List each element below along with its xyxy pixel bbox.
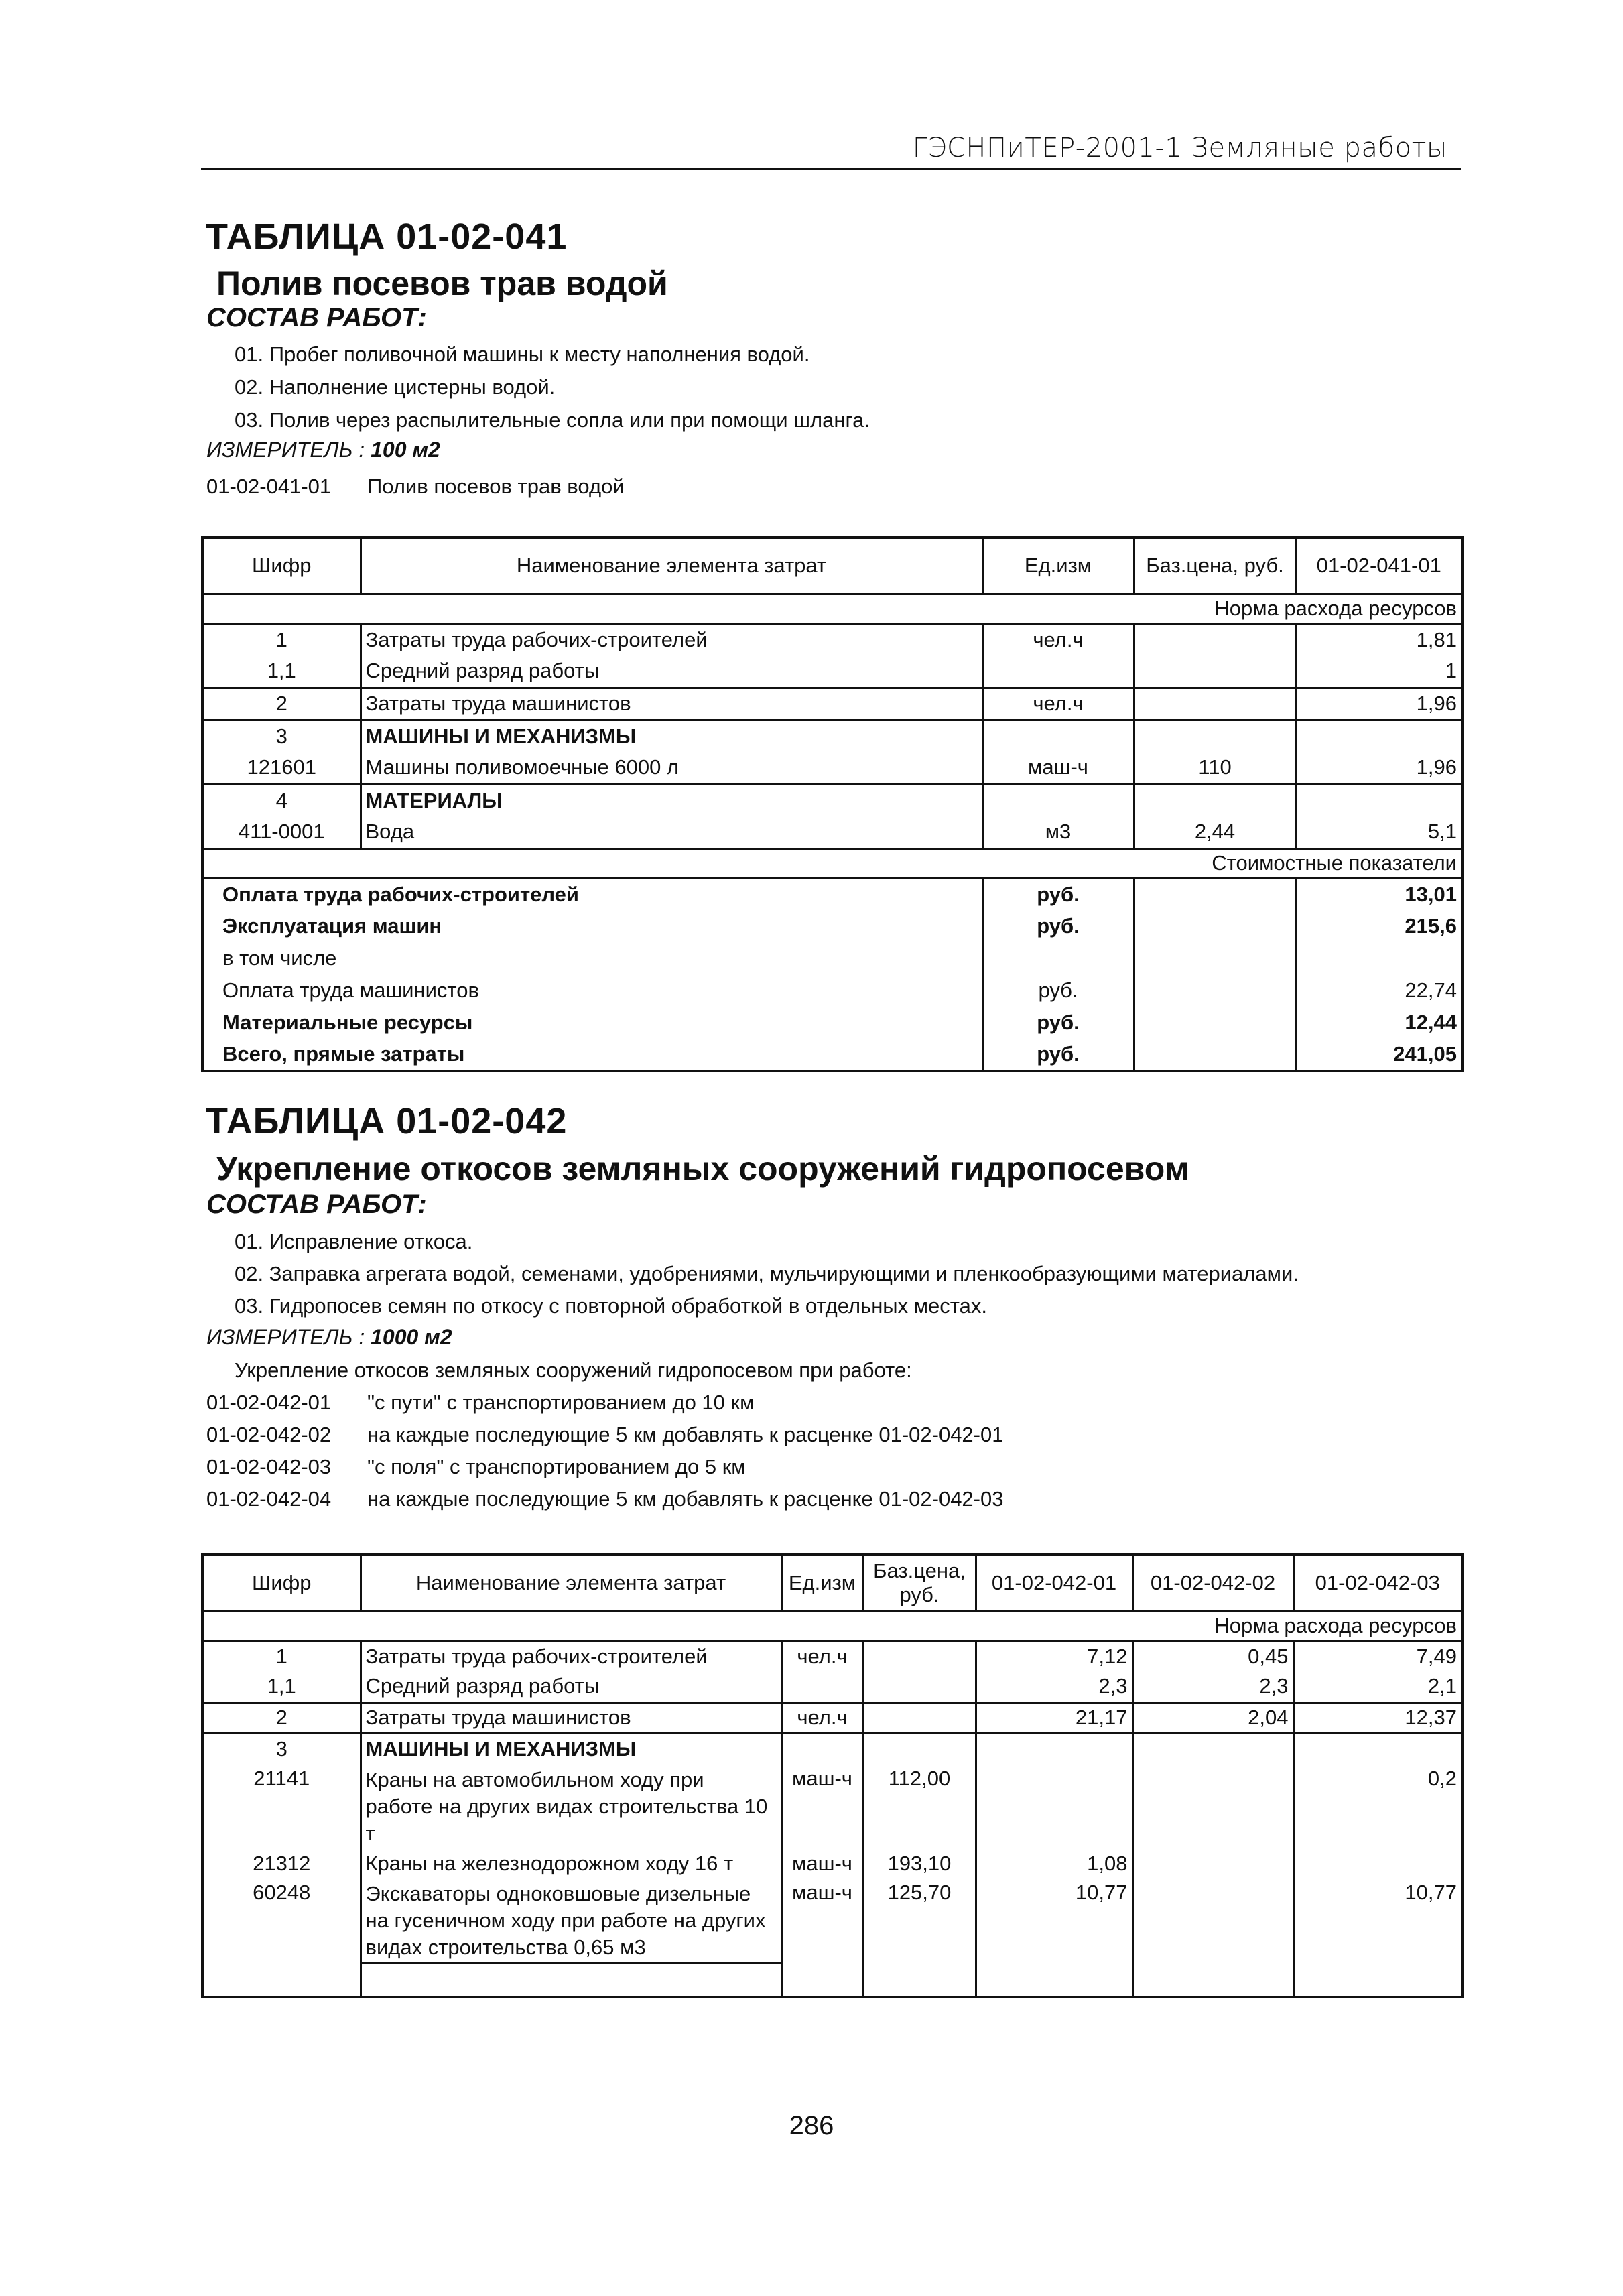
row-unit: маш-ч <box>781 1879 863 1962</box>
row-unit <box>982 720 1134 752</box>
table2-header-unit: Ед.изм <box>781 1555 863 1611</box>
cost-value: 12,44 <box>1405 1011 1457 1034</box>
row-code: 60248 <box>202 1879 361 1962</box>
row-name: Краны на железнодорожном ходу 16 т <box>361 1848 781 1879</box>
table-row-blank <box>202 1962 1462 1997</box>
cost-name: Материальные ресурсы <box>202 1007 982 1039</box>
row-unit: чел.ч <box>982 623 1134 655</box>
table2-header-row <box>202 1555 1462 1611</box>
row-code: 21312 <box>202 1848 361 1879</box>
cost-row <box>202 1039 1462 1071</box>
row-name: Затраты труда машинистов <box>361 688 982 720</box>
row-name: Экскаваторы одноковшовые дизельные на гусеничном ходу при работе на других видах строительства 0,65 м3 <box>361 1879 781 1962</box>
row-value-3: 2,1 <box>1293 1671 1462 1702</box>
cost-empty <box>1134 974 1296 1007</box>
cost-name: Оплата труда машинистов <box>202 974 982 1007</box>
cost-value: 215,6 <box>1405 914 1457 938</box>
row-price <box>1134 688 1296 720</box>
table1-header-price: Баз.цена, руб. <box>1134 537 1296 594</box>
table1-meter-value: 100 м2 <box>371 438 440 462</box>
row-unit: маш-ч <box>781 1764 863 1848</box>
row-value-2: 2,04 <box>1132 1702 1293 1733</box>
row-code: 3 <box>202 1733 361 1764</box>
table1-header-unit: Ед.изм <box>982 537 1134 594</box>
row-unit: чел.ч <box>781 1702 863 1733</box>
row-price <box>863 1733 976 1764</box>
table2-subtitle: Укрепление откосов земляных сооружений гидропосевом <box>216 1150 1189 1188</box>
row-code: 2 <box>202 688 361 720</box>
table-row <box>202 1641 1462 1671</box>
row-name: Средний разряд работы <box>361 1671 781 1702</box>
row-price: 2,44 <box>1134 816 1296 848</box>
cost-row <box>202 910 1462 942</box>
row-name: Затраты труда машинистов <box>361 1702 781 1733</box>
table2-header-price <box>863 1555 976 1611</box>
row-price <box>863 1671 976 1702</box>
cost-empty <box>1134 1007 1296 1039</box>
table-row <box>202 1879 1462 1962</box>
table2-meter-label: ИЗМЕРИТЕЛЬ : <box>206 1325 365 1349</box>
table1-meter <box>206 438 440 462</box>
row-value <box>1296 720 1462 752</box>
row-unit <box>781 1733 863 1764</box>
table1-meter-label: ИЗМЕРИТЕЛЬ : <box>206 438 365 462</box>
table2-meter <box>206 1325 452 1350</box>
table1-work-item: 03. Полив через распылительные сопла или при помощи шланга. <box>235 408 870 432</box>
row-price: 193,10 <box>863 1848 976 1879</box>
row-code: 1,1 <box>202 655 361 688</box>
header-rule <box>201 168 1461 170</box>
cost-unit: руб. <box>982 910 1134 942</box>
row-unit <box>781 1671 863 1702</box>
table1-code-id: 01-02-041-01 <box>206 474 332 498</box>
table2-grid <box>201 1553 1464 1998</box>
table1-grid <box>201 536 1464 1072</box>
running-header: ГЭСНПиТЕР-2001-1 Земляные работы <box>912 133 1447 164</box>
table2-norm-row <box>202 1611 1462 1641</box>
row-value-3: 10,77 <box>1405 1880 1457 1904</box>
row-name: Машины поливомоечные 6000 л <box>361 752 982 784</box>
row-unit: м3 <box>982 816 1134 848</box>
row-value-1 <box>976 1764 1132 1848</box>
row-code: 1 <box>202 1641 361 1671</box>
table2-code-desc: "с поля" с транспортированием до 5 км <box>367 1455 746 1478</box>
cost-row <box>202 1007 1462 1039</box>
table2-code-id: 01-02-042-03 <box>206 1455 332 1478</box>
row-code: 4 <box>202 784 361 816</box>
table2-title: ТАБЛИЦА 01-02-042 <box>206 1101 568 1141</box>
cost-value: 13,01 <box>1405 882 1457 906</box>
table1-title: ТАБЛИЦА 01-02-041 <box>206 216 568 257</box>
row-value-1: 1,08 <box>976 1848 1132 1879</box>
row-price: 125,70 <box>863 1879 976 1962</box>
row-unit <box>982 655 1134 688</box>
row-name: МАТЕРИАЛЫ <box>361 784 982 816</box>
row-unit: маш-ч <box>982 752 1134 784</box>
table2-header-col2: 01-02-042-02 <box>1132 1555 1293 1611</box>
table2-intro: Укрепление откосов земляных сооружений гидропосевом при работе: <box>235 1358 912 1382</box>
row-code: 411-0001 <box>202 816 361 848</box>
row-value-3: 7,49 <box>1293 1641 1462 1671</box>
row-price <box>1134 784 1296 816</box>
cost-name: Оплата труда рабочих-строителей <box>202 878 982 910</box>
table2-norm-label: Норма расхода ресурсов <box>202 1611 1462 1641</box>
row-price <box>1134 720 1296 752</box>
table-row <box>202 1733 1462 1764</box>
cost-empty <box>1134 910 1296 942</box>
row-code: 121601 <box>202 752 361 784</box>
table1-header-name: Наименование элемента затрат <box>361 537 982 594</box>
row-value: 5,1 <box>1296 816 1462 848</box>
row-unit: чел.ч <box>781 1641 863 1671</box>
table2-work-item: 03. Гидропосев семян по откосу с повторной обработкой в отдельных местах. <box>235 1294 987 1318</box>
cost-unit: руб. <box>982 1039 1134 1071</box>
table2-code-desc: на каждые последующие 5 км добавлять к расценке 01-02-042-03 <box>367 1487 1004 1511</box>
cost-value <box>1296 942 1462 974</box>
row-value-1 <box>976 1733 1132 1764</box>
table2-code-id: 01-02-042-02 <box>206 1423 332 1446</box>
row-price <box>863 1702 976 1733</box>
row-value-3: 0,2 <box>1427 1767 1457 1790</box>
table1-header-row <box>202 537 1462 594</box>
table2-header-code: Шифр <box>202 1555 361 1611</box>
cost-empty <box>1134 942 1296 974</box>
row-value: 1,96 <box>1296 688 1462 720</box>
table1-code-desc: Полив посевов трав водой <box>367 474 625 498</box>
table-row <box>202 720 1462 752</box>
row-unit: чел.ч <box>982 688 1134 720</box>
row-name: МАШИНЫ И МЕХАНИЗМЫ <box>361 720 982 752</box>
table1-subtitle: Полив посевов трав водой <box>216 265 668 302</box>
cost-unit: руб. <box>982 878 1134 910</box>
cost-unit <box>982 942 1134 974</box>
cost-name: Эксплуатация машин <box>202 910 982 942</box>
cost-unit: руб. <box>982 1007 1134 1039</box>
table1-norm-label: Норма расхода ресурсов <box>202 594 1462 623</box>
cost-name: Всего, прямые затраты <box>202 1039 982 1071</box>
row-value-1: 21,17 <box>976 1702 1132 1733</box>
table-row <box>202 752 1462 784</box>
table2-code-desc: "с пути" с транспортированием до 10 км <box>367 1391 755 1414</box>
table1-work-item: 01. Пробег поливочной машины к месту наполнения водой. <box>235 342 810 366</box>
table2-works-label: СОСТАВ РАБОТ: <box>206 1190 427 1219</box>
cost-value: 22,74 <box>1405 978 1457 1002</box>
table1-work-item: 02. Наполнение цистерны водой. <box>235 375 556 399</box>
row-value-3: 12,37 <box>1293 1702 1462 1733</box>
table2-code-id: 01-02-042-01 <box>206 1391 332 1414</box>
table1-works-label: СОСТАВ РАБОТ: <box>206 303 427 332</box>
row-name: Затраты труда рабочих-строителей <box>361 1641 781 1671</box>
cost-empty <box>1134 878 1296 910</box>
table-row <box>202 1671 1462 1702</box>
table2-header-name: Наименование элемента затрат <box>361 1555 781 1611</box>
cost-value: 241,05 <box>1393 1042 1457 1066</box>
row-unit: маш-ч <box>781 1848 863 1879</box>
cost-name: в том числе <box>202 942 982 974</box>
cost-row <box>202 942 1462 974</box>
cost-empty <box>1134 1039 1296 1071</box>
table2-header-price-line1: Баз.цена, <box>873 1559 966 1583</box>
table2-work-item: 01. Исправление откоса. <box>235 1230 473 1253</box>
table-row <box>202 1764 1462 1848</box>
row-value-2: 2,3 <box>1132 1671 1293 1702</box>
row-name: Средний разряд работы <box>361 655 982 688</box>
row-value-1: 2,3 <box>976 1671 1132 1702</box>
row-value-1: 10,77 <box>976 1879 1132 1962</box>
table1-header-col1: 01-02-041-01 <box>1296 537 1462 594</box>
table2-header-col3: 01-02-042-03 <box>1293 1555 1462 1611</box>
table-row <box>202 1848 1462 1879</box>
table2-meter-value: 1000 м2 <box>371 1325 452 1349</box>
row-value-3 <box>1293 1733 1462 1764</box>
row-price <box>1134 623 1296 655</box>
table-row <box>202 655 1462 688</box>
cost-row <box>202 878 1462 910</box>
row-price <box>863 1641 976 1671</box>
row-value-3 <box>1293 1848 1462 1879</box>
cost-row <box>202 974 1462 1007</box>
row-code: 3 <box>202 720 361 752</box>
row-price: 110 <box>1134 752 1296 784</box>
row-name: Вода <box>361 816 982 848</box>
row-value-2 <box>1132 1879 1293 1962</box>
row-code: 2 <box>202 1702 361 1733</box>
cost-unit: руб. <box>982 974 1134 1007</box>
row-name: Затраты труда рабочих-строителей <box>361 623 982 655</box>
row-value-2 <box>1132 1733 1293 1764</box>
row-value <box>1296 784 1462 816</box>
table2-code-id: 01-02-042-04 <box>206 1487 332 1511</box>
table2-header-col1: 01-02-042-01 <box>976 1555 1132 1611</box>
table2-work-item: 02. Заправка агрегата водой, семенами, удобрениями, мульчирующими и пленкообразующими материалами. <box>235 1262 1299 1285</box>
row-value: 1,81 <box>1296 623 1462 655</box>
row-price: 112,00 <box>863 1764 976 1848</box>
row-value: 1,96 <box>1296 752 1462 784</box>
table-row <box>202 784 1462 816</box>
table1-cost-label: Стоимостные показатели <box>202 848 1462 878</box>
table-row <box>202 623 1462 655</box>
row-value: 1 <box>1296 655 1462 688</box>
row-value-2 <box>1132 1764 1293 1848</box>
table2-header-price-line2: руб. <box>899 1583 939 1607</box>
row-unit <box>982 784 1134 816</box>
table1-norm-row <box>202 594 1462 623</box>
table2-code-desc: на каждые последующие 5 км добавлять к расценке 01-02-042-01 <box>367 1423 1004 1446</box>
row-code: 1 <box>202 623 361 655</box>
row-value-2: 0,45 <box>1132 1641 1293 1671</box>
row-name: МАШИНЫ И МЕХАНИЗМЫ <box>361 1733 781 1764</box>
table-row <box>202 816 1462 848</box>
table1-cost-label-row <box>202 848 1462 878</box>
row-price <box>1134 655 1296 688</box>
page-number: 286 <box>789 2111 834 2141</box>
row-value-1: 7,12 <box>976 1641 1132 1671</box>
table-row <box>202 688 1462 720</box>
table-row <box>202 1702 1462 1733</box>
row-name: Краны на автомобильном ходу при работе на других видах строительства 10 т <box>361 1764 781 1848</box>
row-code: 21141 <box>202 1764 361 1848</box>
table1-header-code: Шифр <box>202 537 361 594</box>
row-value-2 <box>1132 1848 1293 1879</box>
row-code: 1,1 <box>202 1671 361 1702</box>
